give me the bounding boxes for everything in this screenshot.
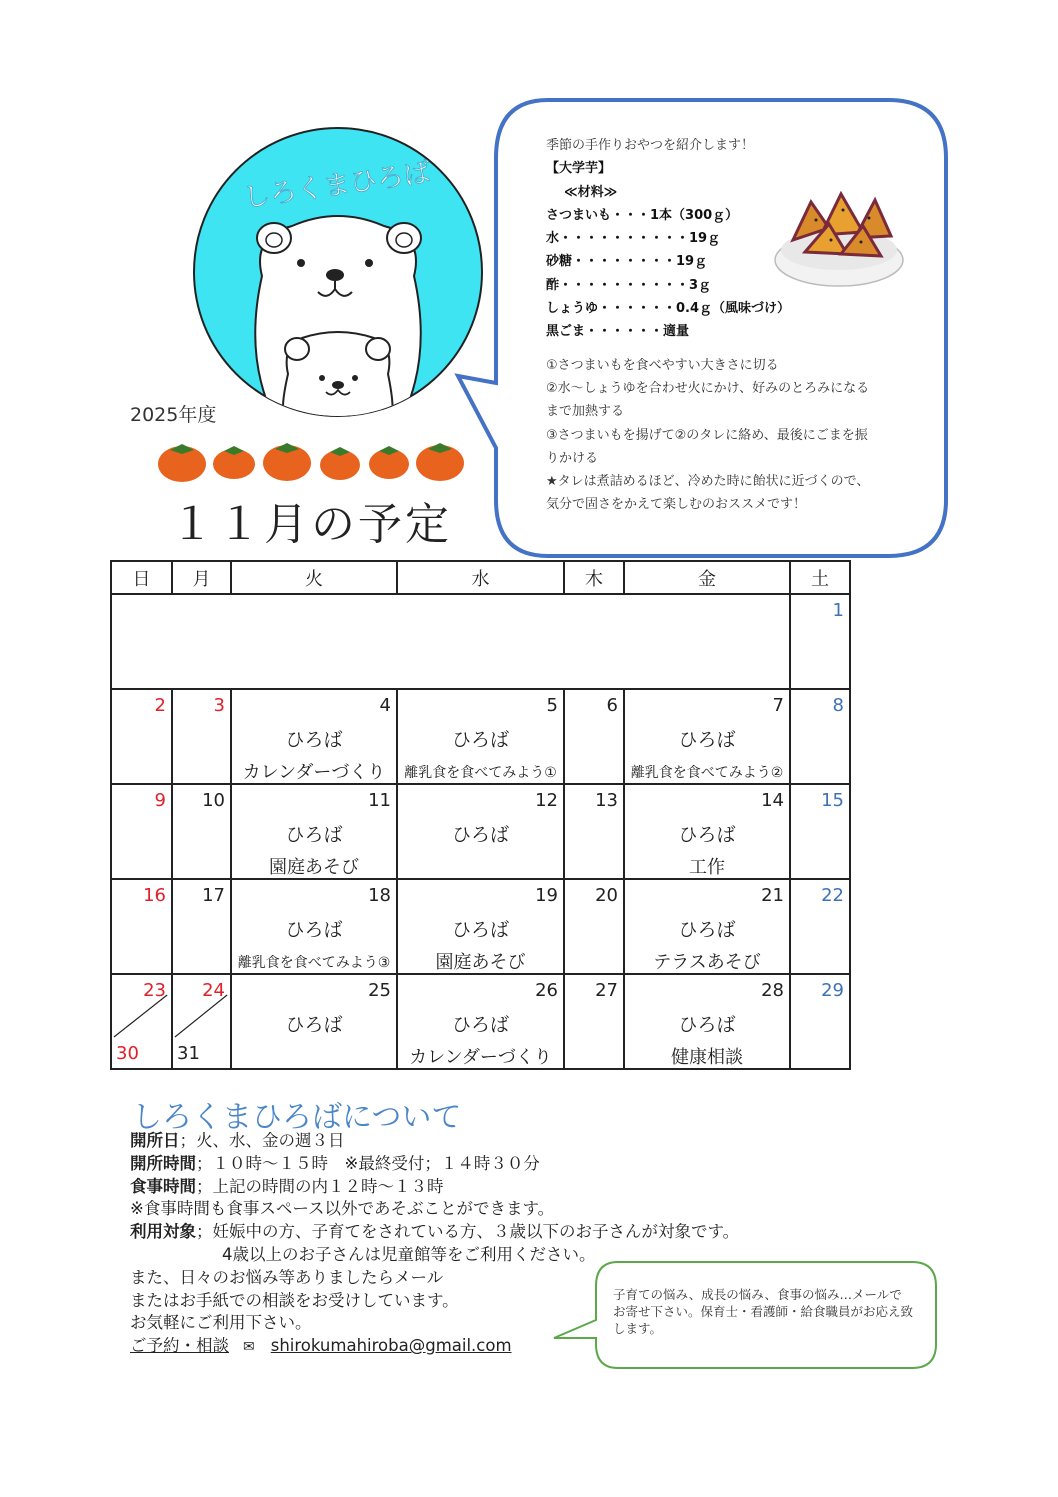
calendar-week bbox=[111, 594, 850, 689]
weekday-header: 月 bbox=[172, 561, 231, 594]
ingredient: しょうゆ・・・・・・0.4ｇ（風味づけ） bbox=[546, 301, 791, 317]
calendar-day bbox=[397, 784, 564, 879]
persimmon-icon bbox=[213, 446, 255, 479]
day-number-alt: 31 bbox=[177, 1043, 200, 1064]
hours-label: 開所時間 bbox=[130, 1153, 196, 1173]
day-number: 14 bbox=[761, 790, 784, 811]
calendar-day bbox=[790, 594, 850, 689]
day-number: 4 bbox=[379, 695, 391, 716]
day-number: 10 bbox=[202, 790, 225, 811]
recipe-step: ②水～しょうゆを合わせ火にかけ、好みのとろみになる bbox=[546, 380, 870, 396]
recipe-step: ①さつまいもを食べやすい大きさに切る bbox=[546, 357, 779, 373]
day-number: 11 bbox=[368, 790, 391, 811]
target-label: 利用対象 bbox=[130, 1222, 196, 1242]
event: ひろば bbox=[678, 824, 736, 846]
materials-label: ≪材料≫ bbox=[564, 184, 618, 200]
recipe-step: りかける bbox=[546, 450, 599, 466]
ingredient: 砂糖・・・・・・・・19ｇ bbox=[546, 254, 708, 270]
ingredient: 酢・・・・・・・・・・3ｇ bbox=[546, 277, 712, 293]
day-number: 26 bbox=[535, 980, 558, 1001]
consult-text: また、日々のお悩み等ありましたらメール bbox=[130, 1267, 444, 1287]
daigaku-imo-illustration-icon bbox=[771, 180, 911, 290]
ingredient: 水・・・・・・・・・・19ｇ bbox=[546, 231, 721, 247]
persimmon-icon bbox=[369, 446, 409, 479]
calendar-day bbox=[624, 879, 790, 974]
fiscal-year: 2025年度 bbox=[130, 404, 217, 426]
event-detail: 離乳食を食べてみよう① bbox=[404, 765, 557, 781]
day-number: 3 bbox=[213, 695, 225, 716]
calendar-day bbox=[231, 689, 397, 784]
day-number: 29 bbox=[821, 980, 844, 1001]
calendar-week bbox=[111, 689, 850, 784]
contact-label: ご予約・相談 bbox=[130, 1336, 229, 1356]
recipe-step: ★タレは煮詰めるほど、冷めた時に飴状に近づくので、 bbox=[546, 474, 870, 490]
event: ひろば bbox=[451, 1014, 509, 1036]
event: ひろば bbox=[285, 1014, 343, 1036]
day-number: 12 bbox=[535, 790, 558, 811]
day-number: 5 bbox=[546, 695, 558, 716]
open-days-label: 開所日 bbox=[130, 1131, 180, 1150]
day-number-alt: 30 bbox=[116, 1043, 139, 1064]
event: ひろば bbox=[285, 919, 343, 941]
persimmon-icon bbox=[320, 447, 360, 480]
day-number: 20 bbox=[595, 885, 618, 906]
calendar-day bbox=[172, 879, 231, 974]
target-note: 4歳以上のお子さんは児童館等をご利用ください。 bbox=[222, 1244, 596, 1264]
weekday-header: 土 bbox=[790, 561, 850, 594]
email-link[interactable]: shirokumahiroba@gmail.com bbox=[270, 1336, 512, 1356]
event-detail: カレンダーづくり bbox=[242, 762, 386, 783]
calendar-day bbox=[172, 784, 231, 879]
day-number: 2 bbox=[154, 695, 166, 716]
day-number: 17 bbox=[202, 885, 225, 906]
calendar-day bbox=[624, 974, 790, 1069]
day-number: 8 bbox=[832, 695, 844, 716]
persimmon-icon bbox=[263, 443, 311, 481]
calendar-day bbox=[111, 784, 172, 879]
calendar-day bbox=[172, 974, 231, 1069]
day-number: 6 bbox=[606, 695, 618, 716]
day-number: 27 bbox=[595, 980, 618, 1001]
calendar-day bbox=[111, 689, 172, 784]
day-number: 19 bbox=[535, 885, 558, 906]
recipe-step: まで加熱する bbox=[546, 404, 625, 420]
persimmon-icon bbox=[158, 444, 206, 482]
calendar-day bbox=[231, 879, 397, 974]
event: ひろば bbox=[678, 729, 736, 751]
calendar-day bbox=[564, 689, 624, 784]
event-detail: 工作 bbox=[689, 857, 725, 878]
meal-label: 食事時間 bbox=[130, 1176, 196, 1196]
weekday-header: 金 bbox=[624, 561, 790, 594]
target: ；妊娠中の方、子育てをされている方、３歳以下のお子さんが対象です。 bbox=[196, 1222, 740, 1242]
month-title: １１月の予定 bbox=[170, 499, 452, 550]
event: ひろば bbox=[451, 729, 509, 751]
calendar-day bbox=[231, 974, 397, 1069]
day-number: 9 bbox=[154, 790, 166, 811]
calendar-day bbox=[172, 689, 231, 784]
ingredient: 黒ごま・・・・・・適量 bbox=[546, 324, 690, 340]
calendar-week bbox=[111, 784, 850, 879]
weekday-header-row bbox=[111, 561, 850, 594]
calendar-day bbox=[624, 689, 790, 784]
day-number: 24 bbox=[202, 980, 225, 1001]
event: ひろば bbox=[285, 729, 343, 751]
day-number: 15 bbox=[821, 790, 844, 811]
calendar-table bbox=[110, 560, 851, 1070]
calendar-day bbox=[790, 689, 850, 784]
day-number: 21 bbox=[761, 885, 784, 906]
recipe-step: ③さつまいもを揚げて②のタレに絡め、最後にごまを振 bbox=[546, 427, 868, 443]
shirokuma-hiroba-logo bbox=[192, 126, 484, 418]
about-title: しろくまひろばについて bbox=[132, 1100, 462, 1135]
open-days: ；火、水、金の週３日 bbox=[179, 1131, 345, 1150]
event: ひろば bbox=[678, 1014, 736, 1036]
calendar-empty-cell bbox=[111, 594, 790, 689]
calendar-day bbox=[111, 974, 172, 1069]
persimmon-icons bbox=[152, 438, 472, 484]
recipe-step: 気分で固さをかえて楽しむのおススメです！ bbox=[546, 497, 807, 513]
calendar-day bbox=[397, 974, 564, 1069]
weekday-header: 水 bbox=[397, 561, 564, 594]
day-number: 28 bbox=[761, 980, 784, 1001]
calendar-week bbox=[111, 974, 850, 1069]
weekday-header: 木 bbox=[564, 561, 624, 594]
calendar-day bbox=[397, 879, 564, 974]
logo-title: しろくまひろば bbox=[241, 157, 433, 215]
event-detail: 園庭あそび bbox=[435, 952, 526, 973]
consult-text: またはお手紙での相談をお受けしています。 bbox=[130, 1290, 459, 1310]
event-detail: 健康相談 bbox=[671, 1047, 743, 1068]
calendar-day bbox=[111, 879, 172, 974]
calendar-day bbox=[564, 879, 624, 974]
event: ひろば bbox=[451, 919, 509, 941]
event: ひろば bbox=[678, 919, 736, 941]
event: ひろば bbox=[285, 824, 343, 846]
event-detail: カレンダーづくり bbox=[409, 1047, 552, 1068]
calendar-day bbox=[564, 974, 624, 1069]
event-detail: 離乳食を食べてみよう② bbox=[630, 765, 784, 781]
calendar-day bbox=[231, 784, 397, 879]
event-detail: テラスあそび bbox=[653, 952, 761, 973]
hours: ；１０時～１５時 ※最終受付；１４時３０分 bbox=[196, 1153, 540, 1173]
calendar-day bbox=[790, 879, 850, 974]
calendar-day bbox=[564, 784, 624, 879]
meal-time: ；上記の時間の内１２時～１３時 bbox=[196, 1176, 444, 1196]
consult-bubble-text: 子育ての悩み、成長の悩み、食事の悩み…メールでお寄せ下さい。保育士・看護師・給食職員がお応え致します。 bbox=[613, 1287, 914, 1336]
day-number: 25 bbox=[368, 980, 391, 1001]
consult-text: お気軽にご利用下さい。 bbox=[130, 1313, 312, 1333]
recipe-intro: 季節の手作りおやつを紹介します！ bbox=[546, 138, 755, 153]
weekday-header: 火 bbox=[231, 561, 397, 594]
calendar-day bbox=[397, 689, 564, 784]
recipe-name: 【大学芋】 bbox=[546, 161, 612, 177]
day-number: 22 bbox=[821, 885, 844, 906]
ingredient: さつまいも・・・1本（300ｇ） bbox=[546, 207, 739, 223]
event-detail: 園庭あそび bbox=[269, 857, 359, 878]
weekday-header: 日 bbox=[111, 561, 172, 594]
calendar-day bbox=[790, 974, 850, 1069]
day-number: 16 bbox=[143, 885, 166, 906]
day-number: 7 bbox=[772, 695, 784, 716]
day-number: 13 bbox=[595, 790, 618, 811]
day-number: 18 bbox=[368, 885, 391, 906]
calendar-week bbox=[111, 879, 850, 974]
meal-note: ※食事時間も食事スペース以外であそぶことができます。 bbox=[130, 1199, 555, 1219]
mail-icon: ✉ bbox=[243, 1339, 255, 1356]
calendar-day bbox=[790, 784, 850, 879]
event: ひろば bbox=[451, 824, 509, 846]
event-detail: 離乳食を食べてみよう③ bbox=[237, 955, 391, 971]
day-number: 23 bbox=[143, 980, 166, 1001]
calendar-day bbox=[624, 784, 790, 879]
day-number: 1 bbox=[832, 600, 844, 621]
